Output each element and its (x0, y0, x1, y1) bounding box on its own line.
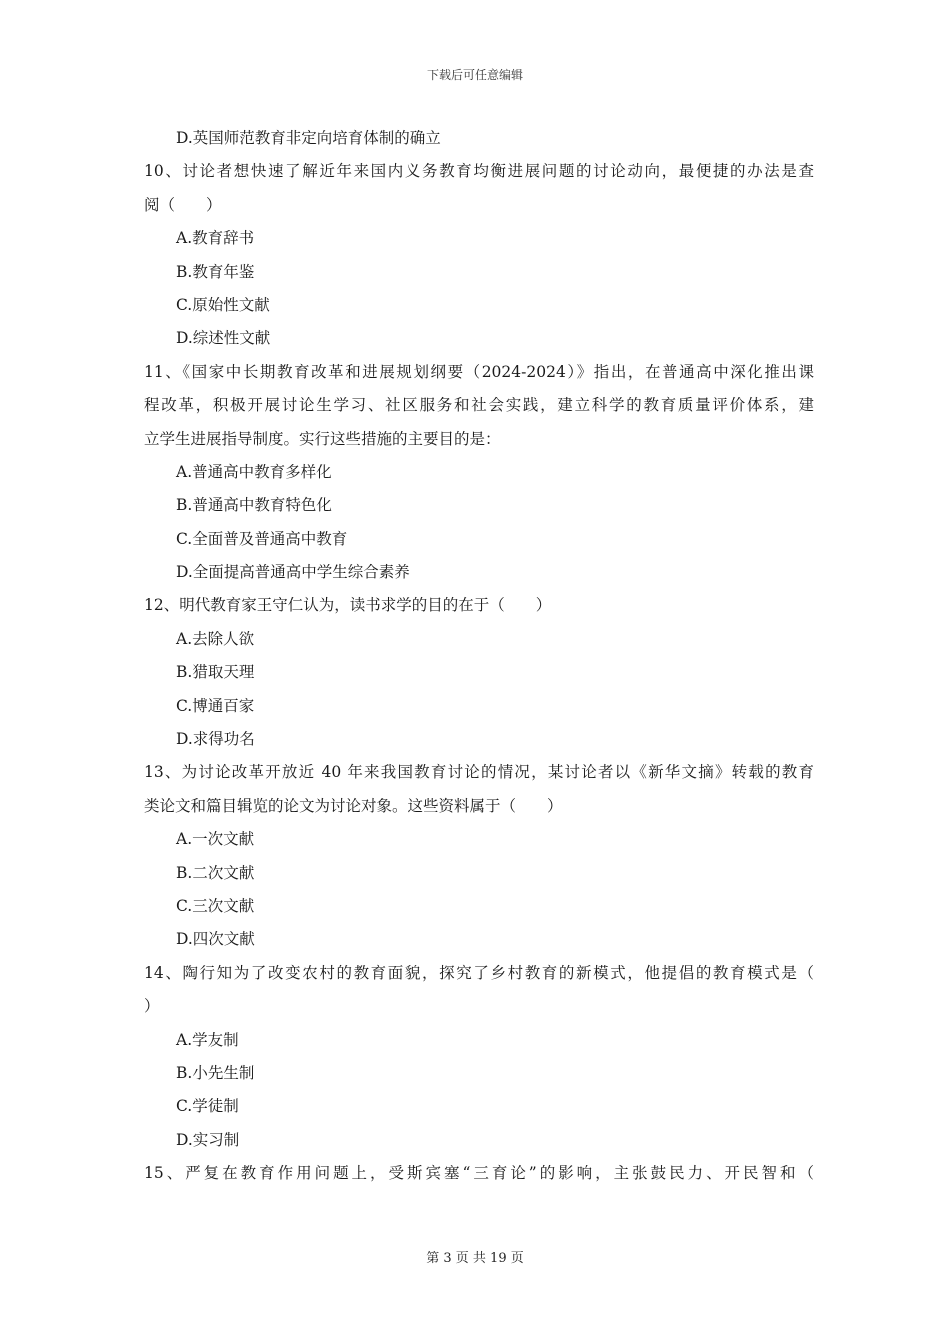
answer-option: C.原始性文献 (176, 295, 270, 314)
answer-option: A.一次文献 (176, 830, 255, 849)
question-text: 13、为讨论改革开放近 40 年来我国教育讨论的情况，某讨论者以《新华文摘》转载的教育 (144, 763, 814, 782)
answer-option: B.普通高中教育特色化 (176, 496, 332, 515)
answer-option: C.全面普及普通高中教育 (176, 529, 348, 548)
answer-option: A.去除人欲 (176, 629, 255, 648)
answer-option: D.英国师范教育非定向培育体制的确立 (176, 129, 441, 147)
answer-option: D.全面提高普通高中学生综合素养 (176, 563, 410, 582)
answer-option: A.教育辞书 (176, 229, 255, 248)
answer-option: B.二次文献 (176, 863, 255, 882)
question-continuation: ） (144, 997, 160, 1016)
document-body (144, 122, 814, 1191)
answer-option: D.四次文献 (176, 930, 255, 949)
answer-option: D.实习制 (176, 1130, 240, 1149)
answer-option: C.三次文献 (176, 896, 255, 915)
question-continuation: 阅（ ） (144, 195, 222, 214)
answer-option: A.普通高中教育多样化 (176, 462, 332, 481)
question-text: 12、明代教育家王守仁认为，读书求学的目的在于（ ） (144, 596, 552, 615)
answer-option: B.猎取天理 (176, 663, 255, 682)
question-continuation: 类论文和篇目辑览的论文为讨论对象。这些资料属于（ ） (144, 796, 563, 815)
question-continuation: 立学生进展指导制度。实行这些措施的主要目的是： (144, 429, 501, 448)
question-continuation: 程改革，积极开展讨论生学习、社区服务和社会实践，建立科学的教育质量评价体系，建 (144, 396, 814, 415)
question-text: 10、讨论者想快速了解近年来国内义务教育均衡进展问题的讨论动向，最便捷的办法是查 (144, 162, 814, 181)
question-text: 14、陶行知为了改变农村的教育面貌，探究了乡村教育的新模式，他提倡的教育模式是（ (144, 963, 814, 982)
answer-option: C.博通百家 (176, 696, 255, 715)
answer-option: D.求得功名 (176, 730, 255, 749)
answer-option: B.教育年鉴 (176, 262, 255, 281)
answer-option: D.综述性文献 (176, 329, 271, 348)
page-footer: 第 3 页 共 19 页 (426, 1251, 524, 1266)
page-header: 下载后可任意编辑 (426, 68, 523, 82)
answer-option: C.学徒制 (176, 1097, 239, 1116)
question-text: 15、严复在教育作用问题上，受斯宾塞“三育论”的影响，主张鼓民力、开民智和（ (144, 1164, 814, 1183)
question-text: 11、《国家中长期教育改革和进展规划纲要（2024-2024）》指出，在普通高中深化推出课 (144, 362, 814, 381)
answer-option: B.小先生制 (176, 1063, 255, 1082)
answer-option: A.学友制 (176, 1030, 239, 1049)
